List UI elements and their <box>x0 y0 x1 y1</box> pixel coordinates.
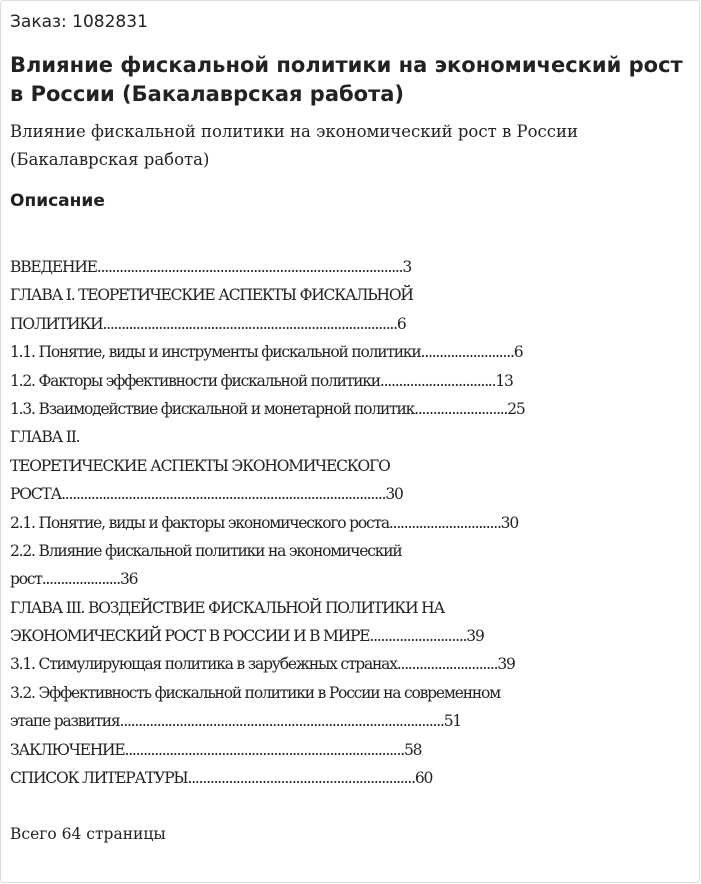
toc-line: ГЛАВА II. <box>10 428 80 447</box>
toc-line: рост.....................36 <box>10 570 138 589</box>
work-title: Влияние фискальной политики на экономический рост в России (Бакалаврская работа) <box>10 53 683 106</box>
toc-line: ТЕОРЕТИЧЕСКИЕ АСПЕКТЫ ЭКОНОМИЧЕСКОГО <box>10 456 390 475</box>
toc-line: 1.3. Взаимодействие фискальной и монетарной политик.........................25 <box>10 399 525 418</box>
toc-line: РОСТА.......................................................................................30 <box>10 485 403 504</box>
toc-line: 3.1. Стимулирующая политика в зарубежных странах...........................39 <box>10 655 515 674</box>
toc-line: ПОЛИТИКИ...............................................................................6 <box>10 314 406 333</box>
toc-line: ВВЕДЕНИЕ..................................................................................3 <box>10 258 412 276</box>
toc-line: 1.2. Факторы эффективности фискальной политики...............................13 <box>10 371 513 390</box>
toc-line: ГЛАВА I. ТЕОРЕТИЧЕСКИЕ АСПЕКТЫ ФИСКАЛЬНОЙ <box>10 286 413 305</box>
toc-line: этапе развития.......................................................................................51 <box>10 712 462 731</box>
toc-line: 1.1. Понятие, виды и инструменты фискальной политики.........................6 <box>10 343 523 362</box>
order-number: Заказ: 1082831 <box>10 12 148 32</box>
description-heading: Описание <box>10 191 105 211</box>
toc-line: ГЛАВА III. ВОЗДЕЙСТВИЕ ФИСКАЛЬНОЙ ПОЛИТИКИ НА <box>10 598 445 617</box>
table-of-contents <box>10 253 695 792</box>
toc-line: 2.1. Понятие, виды и факторы экономического роста..............................30 <box>10 513 519 532</box>
toc-line: ЗАКЛЮЧЕНИЕ...........................................................................58 <box>10 740 422 759</box>
toc-line: ЭКОНОМИЧЕСКИЙ РОСТ В РОССИИ И В МИРЕ..........................39 <box>10 627 484 646</box>
toc-line: СПИСОК ЛИТЕРАТУРЫ.............................................................60 <box>10 769 433 788</box>
toc-line: 3.2. Эффективность фискальной политики в России на современном <box>10 683 500 702</box>
toc-line: 2.2. Влияние фискальной политики на экономический <box>10 541 402 560</box>
work-subtitle: Влияние фискальной политики на экономический рост в России (Бакалаврская работа) <box>10 122 579 169</box>
total-pages: Всего 64 страницы <box>10 825 166 843</box>
